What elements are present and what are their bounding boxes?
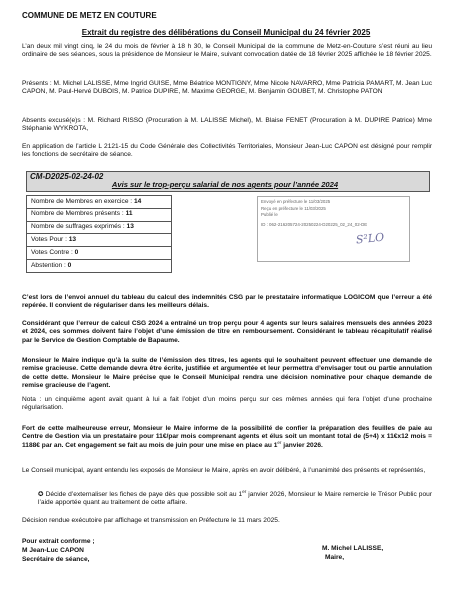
- footer-mayor-name: M. Michel LALISSE,: [322, 545, 384, 552]
- present-members: Présents : M. Michel LALISSE, Mme Ingrid GUISE, Mme Béatrice MONTIGNY, Mme Nicole NAVARRO, Mme Patricia PAMART, M. Jean Luc CAPON, M. Paul-Hervé DUBOIS, M. Patrice DUPIRE, M. Maxime GEORGE, M. Benjamin GOUBET, M. Christophe PATON: [22, 80, 432, 96]
- commune-name: COMMUNE DE METZ EN COUTURE: [22, 11, 157, 20]
- vote-cell: Abstention : 0: [27, 259, 172, 272]
- vote-cell: Nombre de Membres en exercice : 14: [27, 196, 172, 209]
- secretary-designation: En application de l’article L 2121-15 du Code Générale des Collectivités Territoriales, Monsieur Jean-Luc CAPON est désigné pour remplir les fonctions de secrétaire de séance.: [22, 143, 432, 159]
- votes-table: [26, 195, 172, 273]
- body-paragraph-4: Nota : un cinquième agent avait quant à lui a fait l’objet d’un moins perçu sur ces mêmes années qui fera l’objet d’une prochaine régularisation.: [22, 396, 432, 412]
- footer-mayor-role: Maire,: [325, 553, 345, 561]
- table-row: [27, 247, 172, 260]
- footer-secretary: [22, 538, 95, 565]
- session-paragraph: L’an deux mil vingt cinq, le 24 du mois de février à 18 h 30, le Conseil Municipal de la commune de Metz-en-Couture s’est réuni au lieu ordinaire de ses séances, sous la présidence de Monsieur le Maire, suivant convocation datée de 18 février 2025 affichée le 18 février 2025.: [22, 43, 432, 59]
- stamp-sent-date: Envoyé en préfecture le 11/03/2025: [261, 199, 331, 204]
- body-paragraph-1: C’est lors de l’envoi annuel du tableau du calcul des indemnités CSG par le prestataire informatique LOGICOM que l’erreur a été repérée. Il convient de régulariser dans les meilleurs délais.: [22, 294, 432, 310]
- deliberation-code: CM-D2025-02-24-02: [30, 172, 104, 181]
- vote-cell: Votes Contre : 0: [27, 247, 172, 260]
- table-row: [27, 259, 172, 272]
- body-paragraph-8: Décision rendue exécutoire par affichage et transmission en Préfecture le 11 mars 2025.: [22, 517, 280, 524]
- stamp-published: Publié le: [261, 212, 278, 218]
- body-paragraph-6: Le Conseil municipal, ayant entendu les exposés de Monsieur le Maire, après en avoir délibéré, à l’unanimité des présents et représentés,: [22, 467, 426, 474]
- vote-cell: Nombre de suffrages exprimés : 13: [27, 221, 172, 234]
- table-row: [27, 234, 172, 247]
- vote-cell: Votes Pour : 13: [27, 234, 172, 247]
- footer-certified: Pour extrait conforme ;: [22, 538, 95, 545]
- body-paragraph-5: Fort de cette malheureuse erreur, Monsieur le Maire informe de la possibilité de confier la préparation des feuilles de paie au Centre de Gestion via un prestataire pour 11€/par mois comprenant agents et élus soit un montant total de (5+4) x 11€x12 mois = 1188€ par an. Cet engagement se fait au mois de juin pour une mise en place au 1er janvier 2026.: [22, 425, 432, 449]
- deliberation-subject: Avis sur le trop-perçu salarial de nos agents pour l’année 2024: [111, 180, 339, 189]
- prefecture-stamp: [257, 196, 410, 262]
- footer-mayor: [322, 545, 383, 563]
- table-row: [27, 208, 172, 221]
- slo-signature: S²LO: [355, 230, 385, 247]
- stamp-received-date: Reçu en préfecture le 11/03/2025: [261, 205, 326, 211]
- body-paragraph-2: Considérant que l’erreur de calcul CSG 2024 a entraîné un trop perçu pour 4 agents sur leurs salaires mensuels des années 2023 et 2024, ces sommes doivent faire l’objet d’une émission de titre en remboursement. Considérant le tableau récapitulatif réalisé par le Service de Gestion Comptable de Bapaume.: [22, 320, 432, 344]
- stamp-id: ID : 062-216205724-20250224-D20225_02_24_02-DE: [261, 221, 368, 227]
- body-paragraph-7: ✪ Décide d’externaliser les fiches de paye dès que possible soit au 1er janvier 2026, Monsieur le Maire remercie le Trésor Public pour l’aide apportée quant au traitement de cette affaire.: [38, 489, 432, 507]
- body-paragraph-3: Monsieur le Maire indique qu’à la suite de l’émission des titres, les agents qui le souhaitent peuvent effectuer une demande de remise gracieuse. Cette demande devra être écrite, justifiée et argumentée et leur permettra d’envisager tout ou partie annulation de cette dette. Monsieur le Maire précise que le Conseil Municipal rendra une décision nominative pour chaque demande de remise gracieuse de l’agent.: [22, 357, 432, 390]
- table-row: [27, 196, 172, 209]
- vote-cell: Nombre de Membres présents : 11: [27, 208, 172, 221]
- absent-members: Absents excusé(e)s : M. Richard RISSO (Procuration à M. LALISSE Michel), M. Blaise FENET (Procuration à M. DUPIRE Patrice) Mme Stéphanie WYKROTA,: [22, 117, 432, 133]
- footer-secretary-name: M Jean-Luc CAPON: [22, 546, 84, 554]
- table-row: [27, 221, 172, 234]
- footer-secretary-role: Secrétaire de séance,: [22, 555, 90, 563]
- document-title: Extrait du registre des délibérations du Conseil Municipal du 24 février 2025: [81, 28, 371, 37]
